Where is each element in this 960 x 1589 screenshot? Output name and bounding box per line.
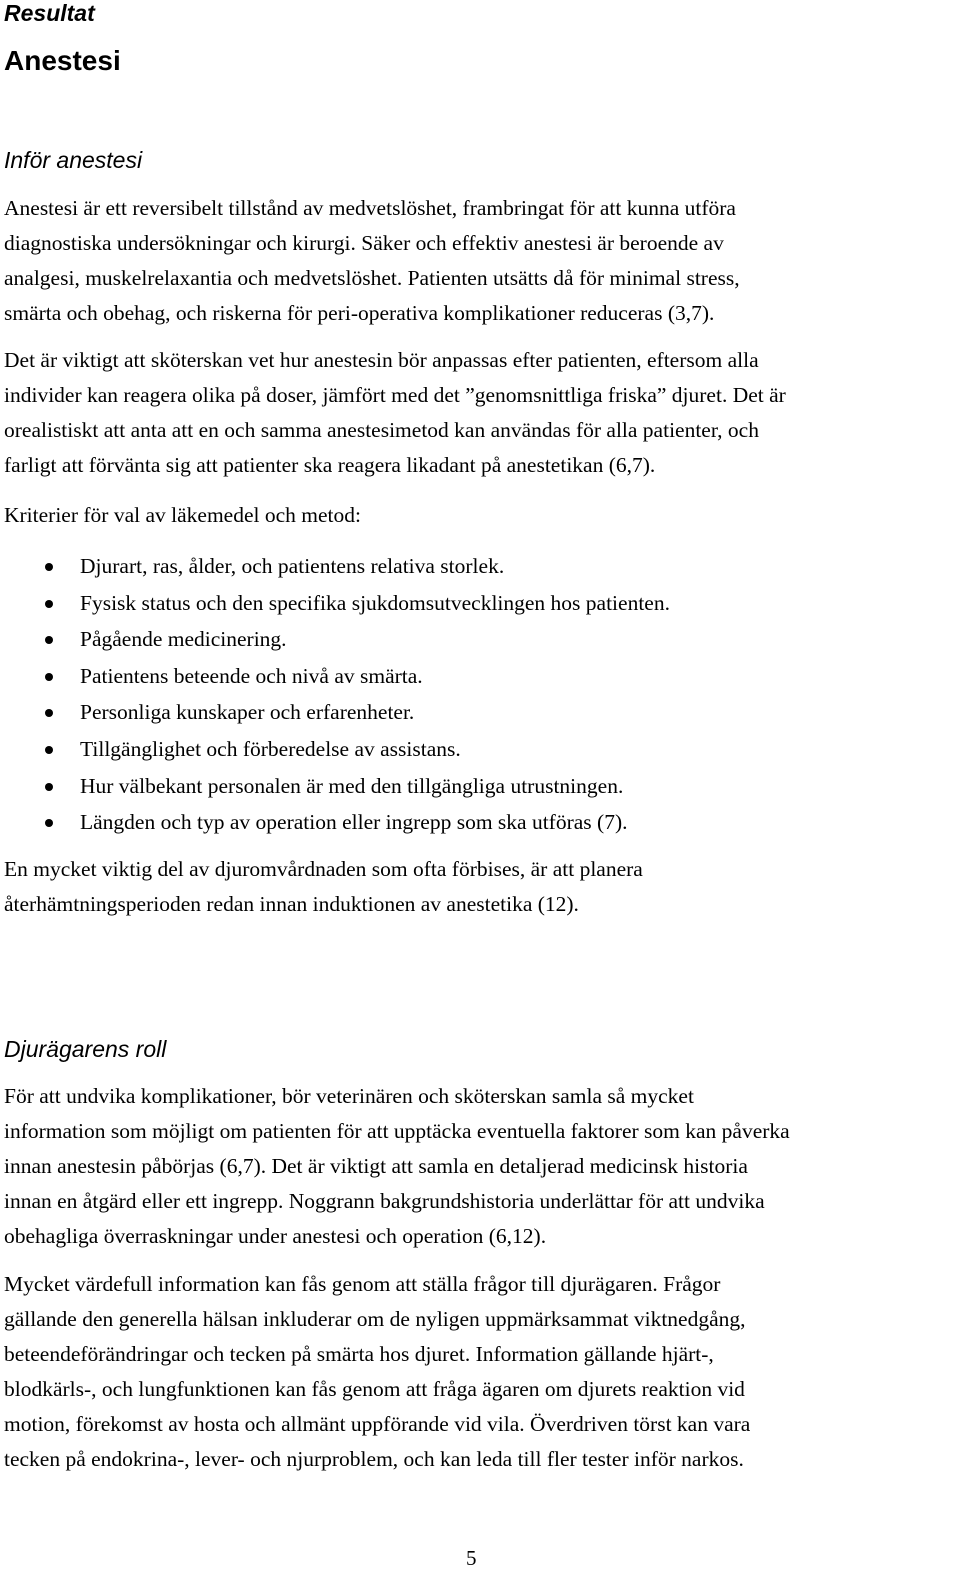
list-item <box>4 548 670 585</box>
list-item-text: Längden och typ av operation eller ingrepp som ska utföras (7). <box>80 810 628 835</box>
bullet-icon <box>45 746 53 754</box>
section-heading: Resultat <box>4 0 95 26</box>
paragraph-anestesi-definition <box>4 191 954 331</box>
text-line: Kriterier för val av läkemedel och metod: <box>4 503 361 527</box>
criteria-list <box>4 548 670 841</box>
list-item <box>4 658 670 695</box>
text-line: information som möjligt om patienten för att upptäcka eventuella faktorer som kan påverka <box>4 1119 790 1143</box>
text-line: gällande den generella hälsan inkluderar om de nyligen uppmärksammat viktnedgång, <box>4 1307 746 1331</box>
list-item <box>4 731 670 768</box>
list-item <box>4 585 670 622</box>
subsection-heading-infor-anestesi: Inför anestesi <box>4 147 143 173</box>
text-line: diagnostiska undersökningar och kirurgi. Säker och effektiv anestesi är beroende av <box>4 231 724 255</box>
text-line: beteendeförändringar och tecken på smärta hos djuret. Information gällande hjärt-, <box>4 1342 714 1366</box>
list-item-text: Pågående medicinering. <box>80 627 287 652</box>
subsection-heading-djuragarens-roll: Djurägarens roll <box>4 1036 167 1062</box>
bullet-icon <box>45 636 53 644</box>
list-item-text: Hur välbekant personalen är med den tillgängliga utrustningen. <box>80 773 624 798</box>
paragraph-kriterier-intro <box>4 498 954 533</box>
list-item-text: Fysisk status och den specifika sjukdomsutvecklingen hos patienten. <box>80 590 670 615</box>
paragraph-aterhamtning <box>4 852 954 922</box>
bullet-icon <box>45 819 53 827</box>
page-number: 5 <box>466 1546 477 1570</box>
list-item-text: Personliga kunskaper och erfarenheter. <box>80 700 415 725</box>
text-line: motion, förekomst av hosta och allmänt uppförande vid vila. Överdriven törst kan vara <box>4 1412 751 1436</box>
text-line: Det är viktigt att sköterskan vet hur anestesin bör anpassas efter patienten, eftersom alla <box>4 348 759 372</box>
text-line: Anestesi är ett reversibelt tillstånd av medvetslöshet, frambringat för att kunna utföra <box>4 196 736 220</box>
bullet-icon <box>45 673 53 681</box>
list-item <box>4 804 670 841</box>
text-line: blodkärls-, och lungfunktionen kan fås genom att fråga ägaren om djurets reaktion vid <box>4 1377 745 1401</box>
text-line: återhämtningsperioden redan innan induktionen av anestetika (12). <box>4 892 579 916</box>
bullet-icon <box>45 783 53 791</box>
list-item-text: Djurart, ras, ålder, och patientens relativa storlek. <box>80 554 505 578</box>
text-line: orealistiskt att anta att en och samma anestesimetod kan användas för alla patienter, och <box>4 418 759 442</box>
paragraph-anpassning <box>4 343 954 483</box>
text-line: För att undvika komplikationer, bör veterinären och sköterskan samla så mycket <box>4 1084 694 1108</box>
text-line: analgesi, muskelrelaxantia och medvetslöshet. Patienten utsätts då för minimal stress, <box>4 266 740 290</box>
list-item-text: Tillgänglighet och förberedelse av assistans. <box>80 736 461 761</box>
bullet-icon <box>45 600 53 608</box>
main-heading: Anestesi <box>4 45 121 76</box>
paragraph-komplikationer <box>4 1079 954 1254</box>
list-item <box>4 621 670 658</box>
text-line: En mycket viktig del av djuromvårdnaden som ofta förbises, är att planera <box>4 857 643 881</box>
text-line: innan anestesin påbörjas (6,7). Det är viktigt att samla en detaljerad medicinsk historia <box>4 1154 748 1178</box>
bullet-icon <box>45 709 53 717</box>
text-line: innan en åtgärd eller ett ingrepp. Noggrann bakgrundshistoria underlättar för att undvika <box>4 1189 765 1213</box>
text-line: smärta och obehag, och riskerna för peri-operativa komplikationer reduceras (3,7). <box>4 301 715 325</box>
list-item <box>4 768 670 805</box>
text-line: Mycket värdefull information kan fås genom att ställa frågor till djurägaren. Frågor <box>4 1272 721 1296</box>
paragraph-vardefull-information <box>4 1267 954 1477</box>
text-line: individer kan reagera olika på doser, jämfört med det ”genomsnittliga friska” djuret. Det är <box>4 383 786 407</box>
list-item <box>4 694 670 731</box>
text-line: tecken på endokrina-, lever- och njurproblem, och kan leda till fler tester inför narkos. <box>4 1447 744 1471</box>
bullet-icon <box>45 563 53 571</box>
list-item-text: Patientens beteende och nivå av smärta. <box>80 663 423 688</box>
text-line: obehagliga överraskningar under anestesi och operation (6,12). <box>4 1224 547 1248</box>
text-line: farligt att förvänta sig att patienter ska reagera likadant på anestetikan (6,7). <box>4 453 656 477</box>
